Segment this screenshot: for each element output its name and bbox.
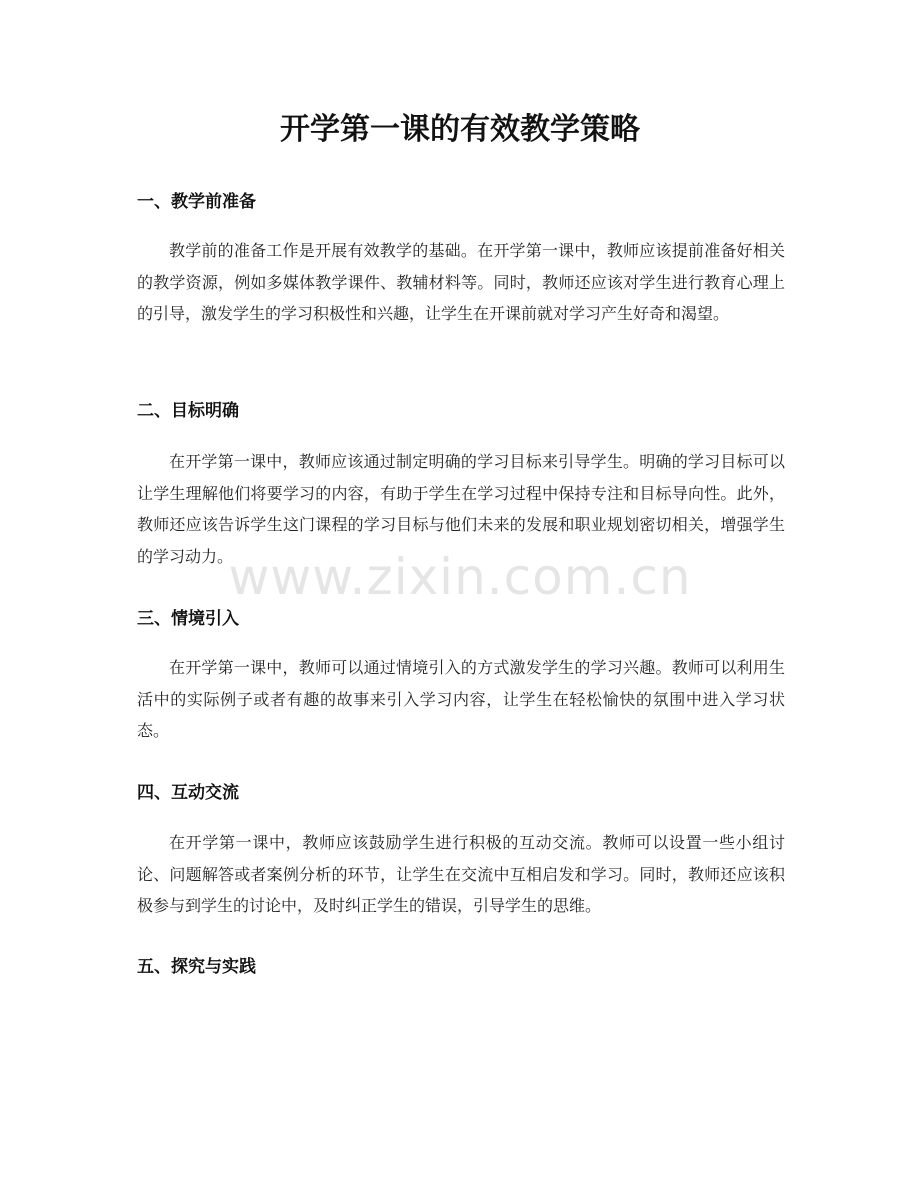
section-paragraph-2: 在开学第一课中，教师应该通过制定明确的学习目标来引导学生。明确的学习目标可以让学生理解他们将要学习的内容，有助于学生在学习过程中保持专注和目标导向性。此外，教师还应该告诉学生这门课程的学习目标与他们未来的发展和职业规划密切相关，增强学生的学习动力。 (137, 452, 785, 566)
section-heading-2: 二、目标明确 (137, 401, 239, 421)
section-paragraph-1: 教学前的准备工作是开展有效教学的基础。在开学第一课中，教师应该提前准备好相关的教学资源，例如多媒体教学课件、教辅材料等。同时，教师还应该对学生进行教育心理上的引导，激发学生的学习积极性和兴趣，让学生在开课前就对学习产生好奇和渴望。 (137, 241, 785, 323)
section-heading-5: 五、探究与实践 (137, 957, 256, 977)
section-heading-4: 四、互动交流 (137, 783, 239, 803)
section-heading-3: 三、情境引入 (137, 609, 239, 629)
section-heading-1: 一、教学前准备 (137, 192, 256, 212)
watermark: www.zixin.com.cn (228, 548, 692, 606)
document-title: 开学第一课的有效教学策略 (280, 112, 640, 147)
section-paragraph-4: 在开学第一课中，教师应该鼓励学生进行积极的互动交流。教师可以设置一些小组讨论、问题解答或者案例分析的环节，让学生在交流中互相启发和学习。同时，教师还应该积极参与到学生的讨论中，及时纠正学生的错误，引导学生的思维。 (137, 833, 785, 915)
section-paragraph-3: 在开学第一课中，教师可以通过情境引入的方式激发学生的学习兴趣。教师可以利用生活中的实际例子或者有趣的故事来引入学习内容，让学生在轻松愉快的氛围中进入学习状态。 (137, 658, 785, 740)
